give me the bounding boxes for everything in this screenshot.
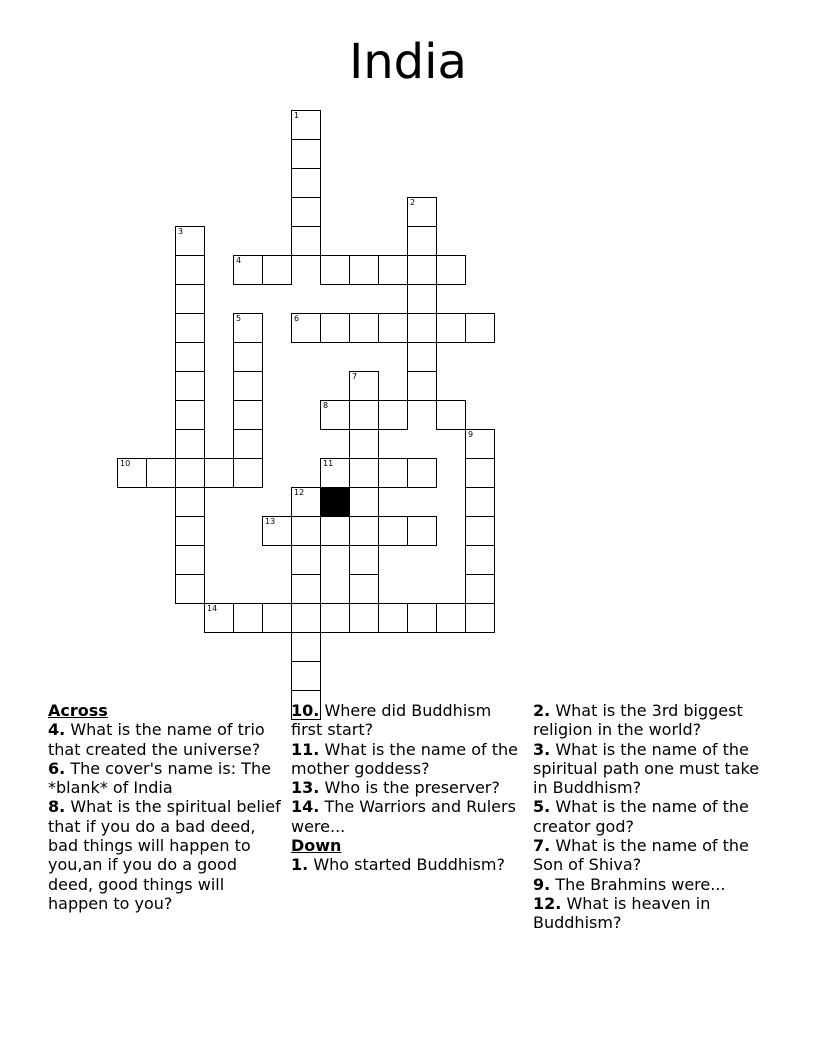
cell-number: 11 xyxy=(323,459,334,468)
clues-column-2 xyxy=(291,701,523,875)
grid-cell[interactable] xyxy=(349,458,379,488)
grid-cell[interactable] xyxy=(436,400,466,430)
grid-cell[interactable] xyxy=(175,284,205,314)
grid-cell[interactable] xyxy=(320,400,350,430)
clue-number: 7. xyxy=(533,836,551,856)
clue-number: 12. xyxy=(533,893,562,913)
grid-cell[interactable] xyxy=(349,429,379,459)
cell-number: 7 xyxy=(352,372,358,381)
grid-cell[interactable] xyxy=(175,487,205,517)
grid-cell[interactable] xyxy=(349,313,379,343)
grid-cell[interactable] xyxy=(262,603,292,633)
grid-cell[interactable] xyxy=(291,603,321,633)
grid-cell[interactable] xyxy=(378,400,408,430)
grid-cell[interactable] xyxy=(175,400,205,430)
grid-cell[interactable] xyxy=(233,313,263,343)
clue-number: 10. xyxy=(291,701,320,720)
cell-number: 10 xyxy=(120,459,131,468)
grid-cell[interactable] xyxy=(436,313,466,343)
down-clue-12 xyxy=(533,894,773,933)
clue-text: The cover's name is: The *blank* of India xyxy=(48,758,271,798)
grid-cell[interactable] xyxy=(175,429,205,459)
black-cell xyxy=(320,487,350,517)
clue-text: The Warriors and Rulers were... xyxy=(291,797,516,836)
down-clue-3 xyxy=(533,740,773,798)
grid-cell[interactable] xyxy=(407,458,437,488)
clue-text: What is heaven in Buddhism? xyxy=(533,893,711,933)
cell-number: 3 xyxy=(178,227,184,236)
across-clue-14 xyxy=(291,797,523,836)
grid-cell[interactable] xyxy=(233,603,263,633)
grid-cell[interactable] xyxy=(465,603,495,633)
clue-number: 1. xyxy=(291,855,309,875)
grid-cell[interactable] xyxy=(175,313,205,343)
grid-cell[interactable] xyxy=(291,661,321,691)
grid-cell[interactable] xyxy=(233,255,263,285)
clue-text: What is the 3rd biggest religion in the world? xyxy=(533,701,743,740)
grid-cell[interactable] xyxy=(291,168,321,198)
down-clue-9 xyxy=(533,875,773,894)
grid-cell[interactable] xyxy=(204,603,234,633)
cell-number: 14 xyxy=(207,604,218,613)
grid-cell[interactable] xyxy=(291,574,321,604)
down-heading: Down xyxy=(291,836,342,856)
grid-cell[interactable] xyxy=(146,458,176,488)
grid-cell[interactable] xyxy=(378,458,408,488)
grid-cell[interactable] xyxy=(349,574,379,604)
grid-cell[interactable] xyxy=(465,458,495,488)
grid-cell[interactable] xyxy=(291,516,321,546)
grid-cell[interactable] xyxy=(378,255,408,285)
clue-text: Who is the preserver? xyxy=(324,778,500,798)
clue-text: Who started Buddhism? xyxy=(313,855,505,875)
down-clue-2 xyxy=(533,701,773,740)
cell-number: 9 xyxy=(468,430,474,439)
grid-cell[interactable] xyxy=(262,516,292,546)
clue-text: What is the name of the spiritual path one must take in Buddhism? xyxy=(533,739,760,798)
clue-text: What is the name of the Son of Shiva? xyxy=(533,836,749,875)
cell-number: 2 xyxy=(410,198,416,207)
grid-cell[interactable] xyxy=(175,545,205,575)
grid-cell[interactable] xyxy=(407,371,437,401)
clue-text: Where did Buddhism first start? xyxy=(291,701,492,740)
grid-cell[interactable] xyxy=(349,603,379,633)
clues-column-1 xyxy=(48,701,284,913)
grid-cell[interactable] xyxy=(465,516,495,546)
grid-cell[interactable] xyxy=(233,342,263,372)
grid-cell[interactable] xyxy=(320,255,350,285)
grid-cell[interactable] xyxy=(262,255,292,285)
across-clue-4 xyxy=(48,720,284,759)
clue-text: The Brahmins were... xyxy=(555,874,726,894)
clue-number: 14. xyxy=(291,797,320,817)
grid-cell[interactable] xyxy=(465,574,495,604)
clue-number: 13. xyxy=(291,778,320,798)
across-clue-8 xyxy=(48,797,284,913)
grid-cell[interactable] xyxy=(378,516,408,546)
across-clue-13 xyxy=(291,778,523,797)
grid-cell[interactable] xyxy=(233,458,263,488)
cell-number: 5 xyxy=(236,314,242,323)
down-clue-1 xyxy=(291,855,523,874)
clue-text: What is the name of the creator god? xyxy=(533,797,749,836)
clue-text: What is the spiritual belief that if you do a bad deed, bad things will happen to you,an if you do a good deed, good things will happen to you? xyxy=(48,797,281,913)
grid-cell[interactable] xyxy=(407,284,437,314)
grid-cell[interactable] xyxy=(349,516,379,546)
grid-cell[interactable] xyxy=(465,313,495,343)
grid-cell[interactable] xyxy=(465,545,495,575)
grid-cell[interactable] xyxy=(407,255,437,285)
grid-cell[interactable] xyxy=(175,342,205,372)
grid-cell[interactable] xyxy=(175,516,205,546)
grid-cell[interactable] xyxy=(175,226,205,256)
grid-cell[interactable] xyxy=(320,603,350,633)
clue-number: 9. xyxy=(533,874,551,894)
cell-number: 1 xyxy=(294,111,300,120)
down-clue-7 xyxy=(533,836,773,875)
across-clue-10 xyxy=(291,701,523,740)
grid-cell[interactable] xyxy=(291,226,321,256)
grid-cell[interactable] xyxy=(204,458,234,488)
grid-cell[interactable] xyxy=(291,632,321,662)
grid-cell[interactable] xyxy=(407,516,437,546)
grid-cell[interactable] xyxy=(291,487,321,517)
grid-cell[interactable] xyxy=(233,400,263,430)
puzzle-title: India xyxy=(349,34,467,90)
grid-cell[interactable] xyxy=(349,487,379,517)
grid-cell[interactable] xyxy=(407,603,437,633)
clue-number: 5. xyxy=(533,797,551,817)
cell-number: 4 xyxy=(236,256,242,265)
grid-cell[interactable] xyxy=(291,197,321,227)
grid-cell[interactable] xyxy=(291,139,321,169)
grid-cell[interactable] xyxy=(407,197,437,227)
grid-cell[interactable] xyxy=(291,545,321,575)
grid-cell[interactable] xyxy=(436,603,466,633)
across-clue-6 xyxy=(48,759,284,798)
grid-cell[interactable] xyxy=(349,371,379,401)
grid-cell[interactable] xyxy=(465,429,495,459)
across-clue-11 xyxy=(291,740,523,779)
clue-number: 3. xyxy=(533,739,551,759)
grid-cell[interactable] xyxy=(175,255,205,285)
clue-number: 2. xyxy=(533,701,551,720)
grid-cell[interactable] xyxy=(233,429,263,459)
clues-column-3 xyxy=(533,701,773,933)
grid-cell[interactable] xyxy=(291,110,321,140)
grid-cell[interactable] xyxy=(175,371,205,401)
down-clue-5 xyxy=(533,797,773,836)
grid-cell[interactable] xyxy=(233,371,263,401)
clue-number: 11. xyxy=(291,739,320,759)
cell-number: 6 xyxy=(294,314,300,323)
cell-number: 13 xyxy=(265,517,276,526)
grid-cell[interactable] xyxy=(349,255,379,285)
grid-cell[interactable] xyxy=(465,487,495,517)
grid-cell[interactable] xyxy=(320,516,350,546)
clue-number: 6. xyxy=(48,758,66,778)
cell-number: 8 xyxy=(323,401,329,410)
grid-cell[interactable] xyxy=(378,313,408,343)
grid-cell[interactable] xyxy=(407,342,437,372)
clue-text: What is the name of the mother goddess? xyxy=(291,739,518,778)
grid-cell[interactable] xyxy=(407,313,437,343)
grid-cell[interactable] xyxy=(349,400,379,430)
grid-cell[interactable] xyxy=(320,313,350,343)
grid-cell[interactable] xyxy=(291,313,321,343)
grid-cell[interactable] xyxy=(175,574,205,604)
clue-number: 8. xyxy=(48,797,66,817)
clue-text: What is the name of trio that created the universe? xyxy=(48,720,265,759)
grid-cell[interactable] xyxy=(349,545,379,575)
clue-number: 4. xyxy=(48,720,66,740)
grid-cell[interactable] xyxy=(117,458,147,488)
across-heading: Across xyxy=(48,701,108,720)
grid-cell[interactable] xyxy=(175,458,205,488)
grid-cell[interactable] xyxy=(378,603,408,633)
grid-cell[interactable] xyxy=(436,255,466,285)
grid-cell[interactable] xyxy=(320,458,350,488)
grid-cell[interactable] xyxy=(407,226,437,256)
cell-number: 12 xyxy=(294,488,305,497)
